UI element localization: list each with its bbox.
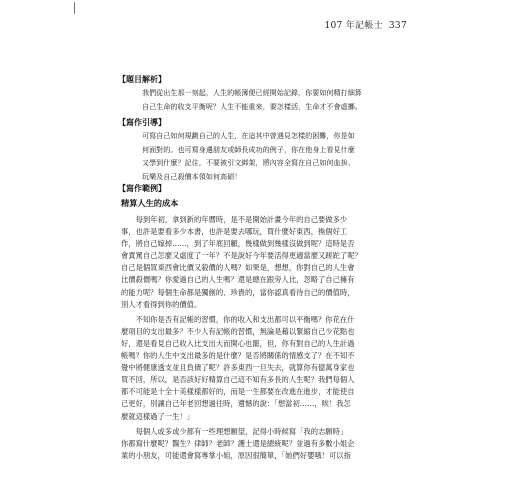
essay-body (121, 214, 419, 462)
guide-line: 何面對的。也可寫身邊朋友或師長成功的例子，你在他身上看見什麼 (142, 144, 355, 154)
section-body-guide (142, 129, 418, 183)
essay-line: 自己是個買東西會比價又殺價的人嗎？如果是，想想，你對自己的人生會 (121, 263, 355, 273)
essay-line: 己更好，別讓自己年老回想過往時，遺憾的說：「想當初……，唉！我怎 (121, 399, 351, 409)
essay-line: 事，也許是要看多少本書，也許是要去哪玩，買什麼好東西，換個好工 (121, 227, 348, 237)
running-title: 107 年記帳士 (324, 21, 383, 31)
guide-line: 又學到什麼？記住，不要被引文綁架，將內容全寫在自己如何血拚、 (142, 158, 355, 167)
essay-line: 不知你是否有記帳的習慣，你的收入和支出都可以平衡嗎？你花在什 (121, 314, 355, 324)
essay-line: 別人才看得到你的價值。 (121, 299, 202, 309)
guide-line: 玩樂及自己殺價本領如何高碩！ (142, 171, 242, 181)
essay-line: 作，將自己嫁掉……，到了年底回顧，幾樣做到幾樣沒做到呢？這時是否 (121, 239, 355, 249)
essay-line: 比價殺價嗎？你愛過自己的人生嗎？還是總在跟旁人比，忽略了自己擁有 (121, 275, 355, 285)
essay-line: 會責罵自己怎麼又虛度了一年？不是說好今年要活得更適當麼又蹉跎了呢？ (121, 251, 362, 261)
essay-title: 精算人生的成本 (121, 198, 179, 208)
essay-line: 麼項目的支出最多？不少人有記帳的習慣，無論是藉以緊縮自己少花點也 (121, 326, 355, 336)
essay-line: 好，還是看見自己收入比支出大而開心也罷，但，你有對自己的人生計過 (121, 338, 355, 348)
analysis-line: 自己生命的收支平衡呢？人生不能重來，要怎樣活，生命才不會虛擲。 (142, 101, 362, 111)
section-body-analysis (142, 86, 418, 113)
section-heading-example: 【寫作範例】 (118, 184, 166, 193)
margin-rule (74, 2, 75, 14)
guide-line: 可寫自己如何規劃自己的人生，在這其中曾遇見怎樣的困難，你是如 (142, 131, 355, 140)
section-heading-guide: 【寫作引導】 (118, 118, 166, 127)
essay-line: 每到年初，拿到新的年曆時，是不是開始計畫今年的自己要做多少 (121, 215, 348, 224)
running-header (324, 18, 407, 31)
essay-line: 都不可能是十全十美樣樣都好的，而是一生都要在改進在進步，才能使自 (121, 387, 355, 397)
analysis-line: 我們從出生那一刻起，人生的帳簿便已經開始記錄，你要如何精打細算 (142, 88, 362, 97)
essay-line: 麼就這樣過了一生！」 (121, 411, 194, 421)
page-number: 337 (388, 21, 407, 31)
section-heading-analysis: 【題目解析】 (118, 75, 166, 84)
essay-line: 你都寫什麼呢？醫生？律師？老師？護士還是總統呢？並過有多數小姐企 (121, 438, 355, 448)
essay-line: 覺中將健康透支並且負債了呢？許多東西一旦失去，就算你有億萬身家也 (121, 363, 355, 373)
essay-line: 帳嗎？你的人生中支出最多的是什麼？是否將關係的情感支了？在不知不 (121, 351, 355, 361)
essay-line: 業的小朋友，可能還會寫專掌小姐，原因很簡單，「她們好嬰哦！可以指 (121, 450, 351, 460)
essay-line: 買不回，所以，是否該好好精算自己這不知有多長的人生呢？我們每個人 (121, 375, 355, 385)
essay-line: 的能力呢？每個生命都是獨創的、珍貴的，當你認真看待自己的價值時， (121, 287, 355, 297)
essay-line: 每個人或多或少都有一些理想願望，記得小時候寫「我的志願時」 (121, 426, 348, 436)
